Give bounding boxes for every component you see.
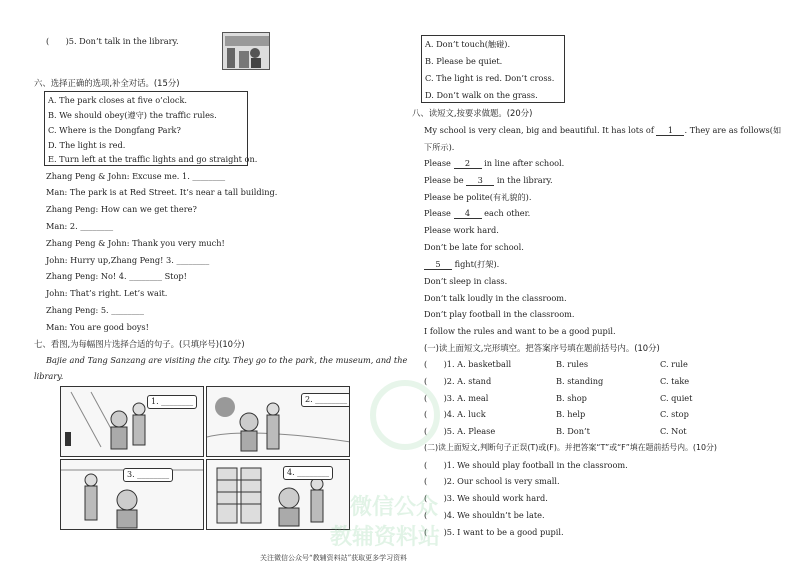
choice-1-c: C. rule: [660, 359, 688, 369]
rule-11: I follow the rules and want to be a good pupil.: [424, 326, 616, 336]
choice-2-b: B. standing: [556, 376, 604, 386]
dialogue-line-10: Man: You are good boys!: [46, 322, 149, 332]
section-8-title: 八、读短文,按要求做题。(20分): [412, 108, 533, 118]
picture-panel-1: [60, 386, 204, 457]
passage-text-a: My school is very clean, big and beautiful. It has lots of: [424, 125, 654, 135]
choice-4-c: C. stop: [660, 409, 689, 419]
blank-5: 5: [424, 259, 452, 270]
choice-1-b: B. rules: [556, 359, 589, 369]
dialogue-line-2: Man: The park is at Red Street. It’s near a tall building.: [46, 187, 278, 197]
rule-4-pre: Please: [424, 208, 451, 218]
q5-top: ( )5. Don’t talk in the library.: [46, 36, 179, 46]
right-option-d: D. Don’t walk on the grass.: [425, 90, 538, 100]
picture-panel-3: [60, 459, 204, 530]
rule-2-post: in the library.: [496, 175, 553, 185]
rule-4: [424, 208, 530, 219]
blank-3: 3: [466, 175, 494, 186]
right-option-a: A. Don’t touch(触碰).: [425, 39, 511, 49]
dialogue-line-5: Zhang Peng & John: Thank you very much!: [46, 238, 225, 248]
section-7-intro-2: library.: [34, 371, 64, 381]
rule-7-post: fight(打架).: [454, 259, 500, 269]
rule-4-post: each other.: [484, 208, 531, 218]
option-a: A. The park closes at five o’clock.: [48, 95, 188, 105]
choice-1-q: ( )1. A. basketball: [424, 359, 512, 369]
watermark-text-1: 微信公众: [350, 495, 439, 520]
right-options-box: [421, 35, 565, 103]
blank-1: 1: [656, 125, 684, 136]
blank-4: 4: [454, 208, 482, 219]
choice-2-q: ( )2. A. stand: [424, 376, 492, 386]
library-image: [222, 32, 270, 70]
option-b: B. We should obey(遵守) the traffic rules.: [48, 110, 217, 120]
rule-2: [424, 175, 553, 186]
blank-2: 2: [454, 158, 482, 169]
passage-text-b: . They are as follows(如: [684, 125, 782, 135]
picture-panel-4: [206, 459, 350, 530]
choice-3-c: C. quiet: [660, 393, 693, 403]
tf-1: ( )1. We should play football in the classroom.: [424, 460, 628, 470]
section-6-options-box: [44, 91, 258, 166]
picture-1-bubble: 1. ________: [147, 395, 197, 409]
section-7-intro: Bajie and Tang Sanzang are visiting the city. They go to the park, the museum, and the: [46, 355, 408, 365]
choice-5-q: ( )5. A. Please: [424, 426, 496, 436]
option-c: C. Where is the Dongfang Park?: [48, 125, 181, 135]
rule-8: Don’t sleep in class.: [424, 276, 508, 286]
picture-2-bubble: 2. ________: [301, 393, 350, 407]
choice-4-q: ( )4. A. luck: [424, 409, 486, 419]
footer-note: 关注微信公众号“教辅资料站”获取更多学习资料: [260, 554, 408, 562]
choice-2-c: C. take: [660, 376, 690, 386]
right-option-b: B. Please be quiet.: [425, 56, 503, 66]
rule-10: Don’t play football in the classroom.: [424, 309, 575, 319]
dialogue-line-1: Zhang Peng & John: Excuse me. 1. ________: [46, 171, 226, 181]
dialogue-line-9: Zhang Peng: 5. ________: [46, 305, 144, 315]
passage-line-2: 下所示).: [424, 142, 455, 152]
right-option-c: C. The light is red. Don’t cross.: [425, 73, 555, 83]
picture-3-bubble: 3. ________: [123, 468, 173, 482]
rule-2-pre: Please be: [424, 175, 464, 185]
dialogue-line-8: John: That’s right. Let’s wait.: [46, 288, 168, 298]
section-6-title: 六、选择正确的选项,补全对话。(15分): [34, 78, 180, 88]
dialogue-line-7: Zhang Peng: No! 4. ________ Stop!: [46, 271, 187, 281]
rule-5: Please work hard.: [424, 225, 499, 235]
choice-4-b: B. help: [556, 409, 586, 419]
watermark-logo: [370, 380, 440, 450]
option-e: E. Turn left at the traffic lights and go straight on.: [48, 154, 258, 164]
passage-line-1: [424, 125, 781, 136]
part-2-title: (二)读上面短文,判断句子正误(T)或(F)。并把答案“T”或“F”填在题前括号内。(10分): [424, 443, 718, 452]
rule-1: [424, 158, 564, 169]
tf-4: ( )4. We shouldn’t be late.: [424, 510, 545, 520]
choice-5-c: C. Not: [660, 426, 687, 436]
tf-3: ( )3. We should work hard.: [424, 493, 548, 503]
tf-2: ( )2. Our school is very small.: [424, 476, 560, 486]
watermark-text-2: 教辅资料站: [330, 525, 441, 550]
rule-1-pre: Please: [424, 158, 451, 168]
rule-3: Please be polite(有礼貌的).: [424, 192, 532, 202]
choice-3-b: B. shop: [556, 393, 587, 403]
dialogue-line-6: John: Hurry up,Zhang Peng! 3. ________: [46, 255, 210, 265]
dialogue-line-3: Zhang Peng: How can we get there?: [46, 204, 197, 214]
option-d: D. The light is red.: [48, 140, 126, 150]
picture-4-bubble: 4. ________: [283, 466, 333, 480]
picture-panel-2: [206, 386, 350, 457]
section-7-title: 七、看图,为每幅图片选择合适的句子。(只填序号)(10分): [34, 339, 245, 349]
rule-1-post: in line after school.: [484, 158, 565, 168]
rule-9: Don’t talk loudly in the classroom.: [424, 293, 567, 303]
rule-7: [424, 259, 499, 270]
tf-5: ( )5. I want to be a good pupil.: [424, 527, 564, 537]
rule-6: Don’t be late for school.: [424, 242, 524, 252]
choice-3-q: ( )3. A. meal: [424, 393, 489, 403]
choice-5-b: B. Don’t: [556, 426, 590, 436]
dialogue-line-4: Man: 2. ________: [46, 221, 114, 231]
part-1-title: (一)读上面短文,完形填空。把答案序号填在题前括号内。(10分): [424, 343, 660, 353]
